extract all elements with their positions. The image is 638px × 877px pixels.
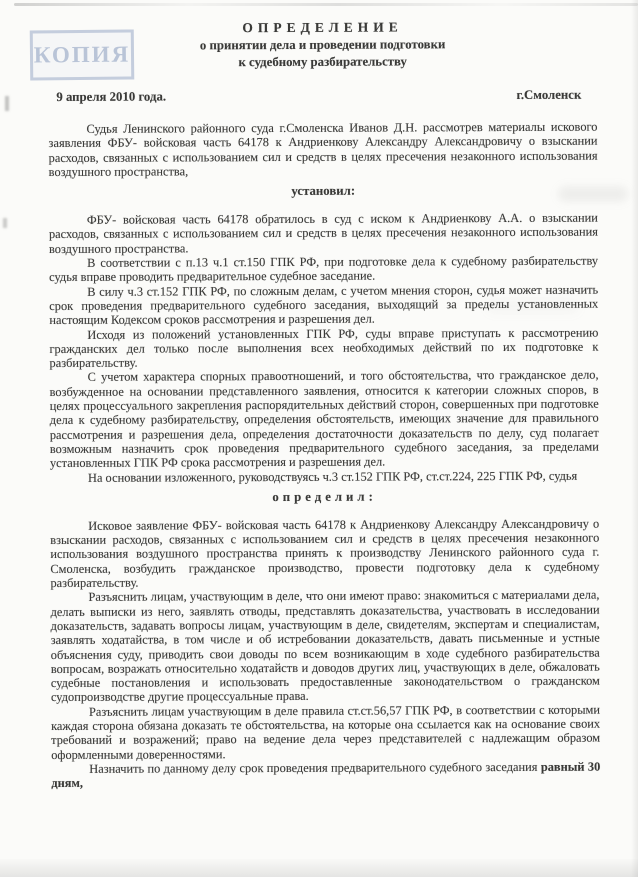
ustanovil-paragraph: Исходя из положений установленных ГПК РФ, суды вправе приступать к рассмотрению гражданских дел только после выполнения всех необходимых действий по их подготовке к разбирательству. xyxy=(49,325,599,371)
final-regular-text: Назначить по данному делу срок проведения предварительного судебного заседания xyxy=(89,759,541,776)
opredelil-paragraph: Разъяснить лицам участвующим в деле правила ст.ст.56,57 ГПК РФ, в соответствии с которыми каждая сторона обязана доказать те обстоятельства, на которые она ссылается как на основание своих требований и возражений; право на ведение дела через представителей с надлежащим образом оформленными доверенностями. xyxy=(51,702,601,762)
final-bold-text: равный 30 дням, xyxy=(51,759,601,791)
heading-opredelil: определил: xyxy=(272,489,377,504)
opredelil-paragraph: Исковое заявление ФБУ- войсковая часть 64178 к Андриенкову Александру Александровичу о взыскании расходов, связанных с использованием сил и средств в целях пресечения незаконного использования воздушного пространства принять к производству Ленинского районного суда г. Смоленска, возбудить гражданское производство, провести подготовку дела к судебному разбирательству. xyxy=(50,516,600,591)
ustanovil-paragraph: На основании изложенного, руководствуясь ч.3 ст.152 ГПК РФ, ст.ст.224, 225 ГПК РФ, судья xyxy=(87,468,578,485)
title-line-2: о принятии дела и проведении подготовки xyxy=(199,37,446,53)
ustanovil-paragraph: В силу ч.3 ст.152 ГПК РФ, по сложным делам, с учетом мнения сторон, судья может назначить срок проведения предварительного судебного заседания, выходящий за пределы установленных настоящим Кодексом сроков рассмотрения и разрешения дел. xyxy=(49,282,599,328)
scan-mark xyxy=(5,96,9,111)
scan-artifact-bottom-edge xyxy=(0,859,638,877)
final-paragraph xyxy=(51,759,600,790)
heading-ustanovil: установил: xyxy=(291,183,356,199)
scan-artifact-right-edge xyxy=(631,0,638,877)
copy-stamp-label: КОПИЯ xyxy=(33,41,131,68)
document-title xyxy=(48,18,597,71)
title-line-3: к судебному разбирательству xyxy=(238,53,407,69)
scan-artifact-top-edge xyxy=(14,3,638,6)
intro-paragraph: Судья Ленинского районного суда г.Смоленска Иванов Д.Н. рассмотрев материалы искового заявления ФБУ- войсковая часть 64178 к Андриенкову Александру Александровичу о взыскании расходов, связанных с использованием сил и средств в целях пресечения незаконного использования воздушного пространства, xyxy=(48,119,598,179)
date-line xyxy=(56,88,581,105)
date-text: 9 апреля 2010 года. xyxy=(56,89,167,104)
opredelil-paragraph: Разъяснить лицам, участвующим в деле, что они имеют право: знакомиться с материалами дела, делать выписки из него, заявлять отводы, представлять доказательства, участвовать в исследовании доказательств, задавать вопросы лицам, участвующим в деле, свидетелям, экспертам и специалистам, заявлять ходатайства, в том числе и об истребовании доказательств, давать письменные и устные объяснения суду, приводить свои доводы по всем возникающим в ходе судебного разбирательства вопросам, возражать относительно ходатайств и доводов других лиц, участвующих в деле, обжаловать судебные постановления и использовать предоставленные законодательством о гражданском судопроизводстве другие процессуальные права. xyxy=(50,587,600,705)
city-text: г.Смоленск xyxy=(516,87,582,102)
scan-mark xyxy=(3,218,7,228)
title-line-1: ОПРЕДЕЛЕНИЕ xyxy=(242,19,403,36)
ustanovil-paragraph: С учетом характера спорных правоотношений, и того обстоятельства, что гражданское дело, возбужденное на основании представленного заявления, относится к категории сложных споров, в целях процессуального закрепления распорядительных действий сторон, совершенных при подготовке дела к судебному разбирательству, определения обстоятельств, имеющих значение для правильного рассмотрения и разрешения дела, определения достаточности доказательств по делу, суд полагает возможным назначить срок проведения предварительного судебного заседания, за пределами установленных ГПК РФ срока рассмотрения и разрешения дел. xyxy=(49,368,599,471)
ustanovil-paragraph: ФБУ- войсковая часть 64178 обратилось в суд с иском к Андриенкову А.А. о взыскании расходов, связанных с использованием сил и средств в целях пресечения незаконного использования воздушного пространства. xyxy=(48,210,598,256)
ustanovil-paragraph: В соответствии с п.13 ч.1 ст.150 ГПК РФ, при подготовке дела к судебному разбирательству судья вправе проводить предварительное судебное заседание. xyxy=(49,253,599,285)
document-content xyxy=(48,18,600,791)
